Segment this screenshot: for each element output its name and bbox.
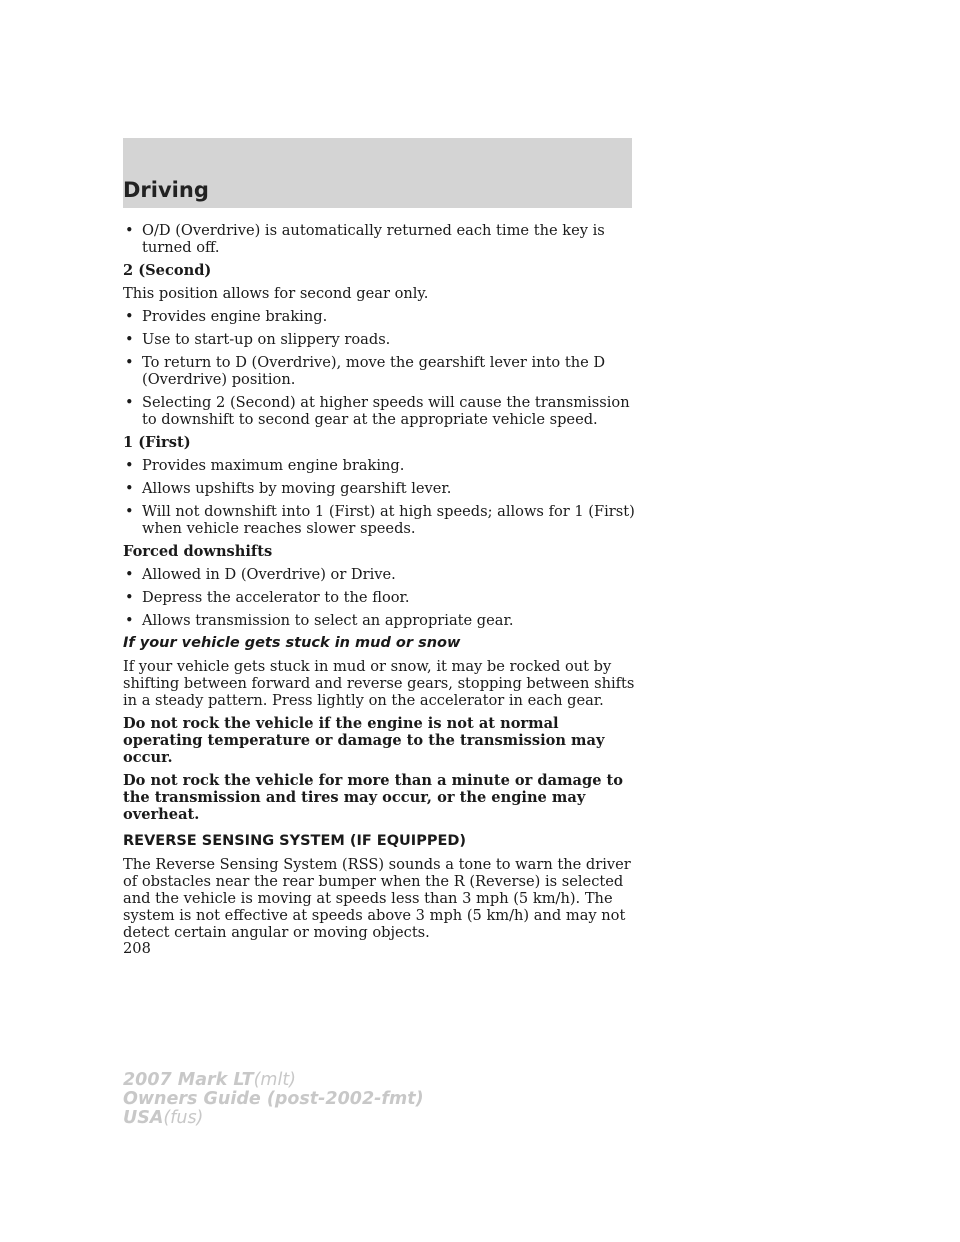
bullet-item [123,222,643,256]
bullet-text: Allows upshifts by moving gearshift lever. [142,480,452,497]
bullet-icon: • [125,457,134,474]
bullet-text: Selecting 2 (Second) at higher speeds will cause the transmission to downshift to second gear at the appropriate vehicle speed. [142,394,630,428]
bullet-icon: • [125,589,134,606]
bullet-text: O/D (Overdrive) is automatically returned each time the key is turned off. [142,222,605,256]
bullet-text: Provides maximum engine braking. [142,457,405,474]
bullet-item [123,331,643,348]
bullet-text: To return to D (Overdrive), move the gearshift lever into the D (Overdrive) position. [142,354,606,388]
bullet-item [123,612,643,629]
bold-paragraph: Do not rock the vehicle if the engine is not at normal operating temperature or damage to the transmission may occur. [123,715,605,766]
page-number: 208 [123,940,151,957]
bullet-item [123,566,643,583]
bold-paragraph: Do not rock the vehicle for more than a minute or damage to the transmission and tires may occur, or the engine may overheat. [123,772,624,823]
bullet-icon: • [125,331,134,348]
bullet-item [123,480,643,497]
bullet-item [123,354,643,388]
bullet-text: Will not downshift into 1 (First) at high speeds; allows for 1 (First) when vehicle reaches slower speeds. [142,503,635,537]
bullet-item [123,503,643,537]
page-content [123,222,643,947]
bullet-item [123,394,643,428]
bullet-icon: • [125,566,134,583]
bullet-icon: • [125,394,134,411]
bold-paragraph: Forced downshifts [123,543,273,560]
bullet-item [123,589,643,606]
bold-paragraph: 1 (First) [123,434,191,451]
section-title: Driving [123,178,209,202]
bullet-text: Allowed in D (Overdrive) or Drive. [142,566,396,583]
paragraph: This position allows for second gear only. [123,285,429,302]
footer-line-3: USA(fus) [123,1108,204,1128]
bullet-icon: • [125,308,134,325]
footer-line-2: Owners Guide (post-2002-fmt) [123,1089,424,1109]
bullet-item [123,308,643,325]
subsection-heading: If your vehicle gets stuck in mud or snow [123,635,461,651]
section-heading: REVERSE SENSING SYSTEM (IF EQUIPPED) [123,833,467,849]
bullet-text: Allows transmission to select an appropriate gear. [142,612,514,629]
document-footer [123,1071,424,1128]
bullet-item [123,457,643,474]
bullet-text: Depress the accelerator to the floor. [142,589,410,606]
footer-line-1: 2007 Mark LT(mlt) [123,1070,297,1090]
bullet-text: Provides engine braking. [142,308,328,325]
bullet-icon: • [125,612,134,629]
bold-paragraph: 2 (Second) [123,262,212,279]
bullet-icon: • [125,480,134,497]
bullet-text: Use to start-up on slippery roads. [142,331,391,348]
bullet-icon: • [125,222,134,239]
paragraph: The Reverse Sensing System (RSS) sounds a tone to warn the driver of obstacles near the rear bumper when the R (Reverse) is selected and the vehicle is moving at speeds less than 3 mph (5 km/h). The system is not effective at speeds above 3 mph (5 km/h) and may not detect certain angular or moving objects. [123,856,631,941]
bullet-icon: • [125,503,134,520]
paragraph: If your vehicle gets stuck in mud or snow, it may be rocked out by shifting between forward and reverse gears, stopping between shifts in a steady pattern. Press lightly on the accelerator in each gear. [123,658,635,709]
bullet-icon: • [125,354,134,371]
